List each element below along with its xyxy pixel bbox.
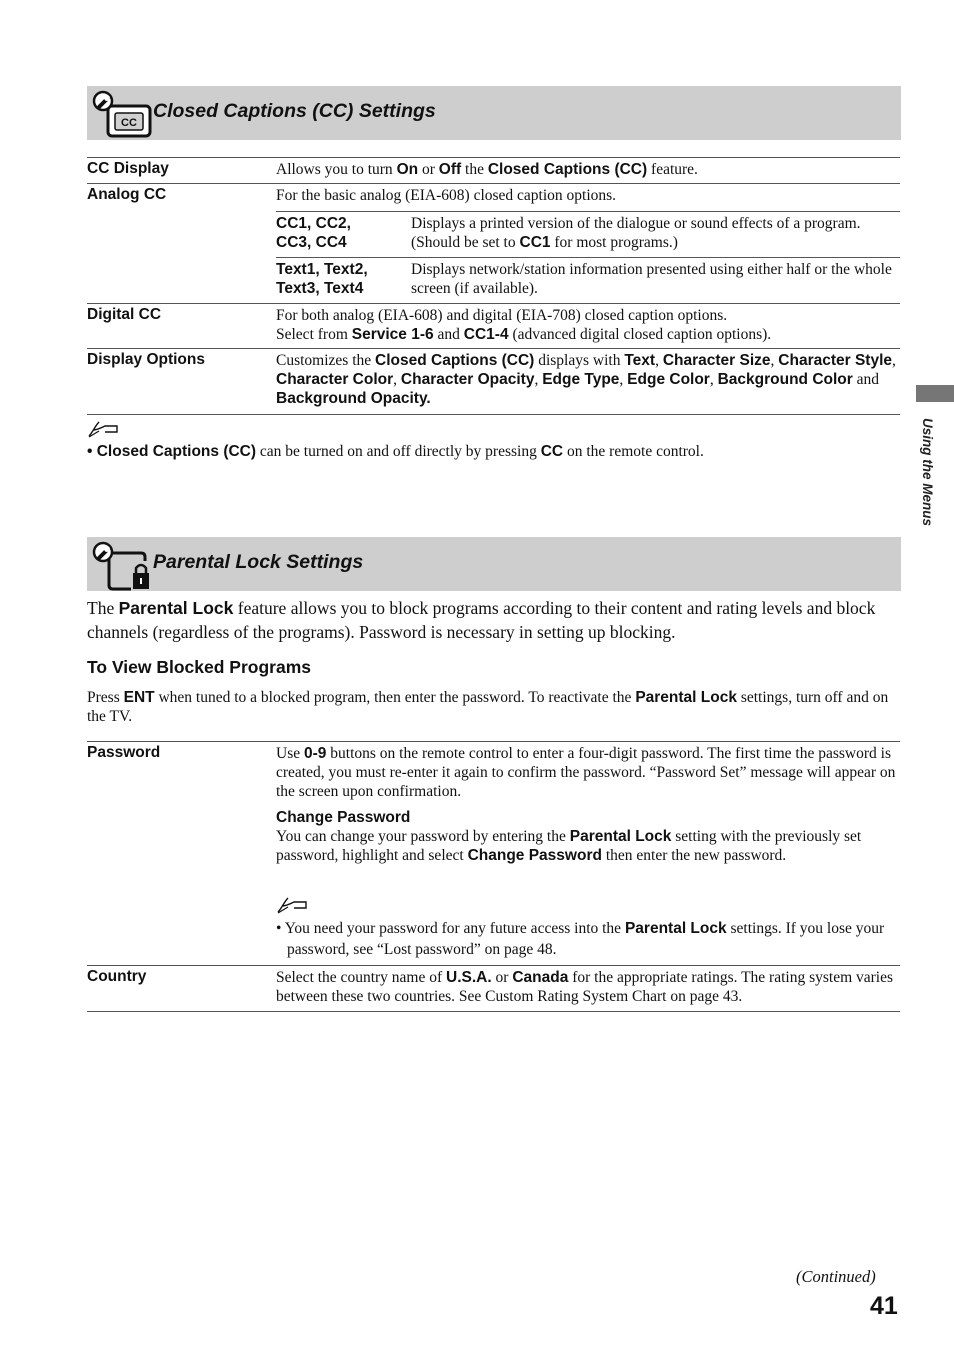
password-note-pencil-icon xyxy=(276,894,308,916)
view-blocked-heading: To View Blocked Programs xyxy=(87,657,312,677)
analog-cc-option-text xyxy=(276,257,900,304)
cc-settings-header xyxy=(87,86,901,140)
cc-display-row xyxy=(87,157,900,184)
country-label: Country xyxy=(87,968,147,985)
country-row xyxy=(87,965,900,1012)
cc-remote-note: • Closed Captions (CC) can be turned on and off directly by pressing CC on the remote control. xyxy=(87,443,704,460)
password-description: Use 0-9 buttons on the remote control to enter a four-digit password. The first time the password is created, you must re-enter it again to confirm the password. “Password Set” message will appear on the screen upon confirmation. xyxy=(276,745,896,800)
analog-cc-row xyxy=(87,183,900,304)
analog-cc-option-cc-keys: CC1, CC2, CC3, CC4 xyxy=(276,215,351,251)
cc-display-label: CC Display xyxy=(87,160,169,177)
password-label: Password xyxy=(87,744,161,761)
change-password-heading: Change Password xyxy=(276,809,411,826)
analog-cc-option-cc-description: Displays a printed version of the dialogue or sound effects of a program. (Should be set to CC1 for most programs.) xyxy=(411,215,861,251)
display-options-label: Display Options xyxy=(87,351,205,368)
parental-lock-intro: The Parental Lock feature allows you to block programs according to their content and rating levels and block channels (regardless of the programs). Password is necessary in setting up blocking. xyxy=(87,598,876,642)
analog-cc-option-text-keys: Text1, Text2, Text3, Text4 xyxy=(276,261,368,297)
analog-cc-description: For the basic analog (EIA-608) closed caption options. xyxy=(276,187,617,204)
display-options-row xyxy=(87,348,900,415)
display-options-description: Customizes the Closed Captions (CC) displays with Text, Character Size, Character Style, Character Color, Character Opacity, Edge Type, Edge Color, Background Color and Background Opacity. xyxy=(276,352,896,407)
continued-label: (Continued) xyxy=(796,1267,876,1286)
sidebar-section-label: Using the Menus xyxy=(920,418,935,527)
analog-cc-label: Analog CC xyxy=(87,186,167,203)
country-description: Select the country name of U.S.A. or Canada for the appropriate ratings. The rating system varies between these two countries. See Custom Rating System Chart on page 43. xyxy=(276,969,894,1005)
cc-badge-label: CC xyxy=(121,117,137,129)
cc-settings-icon xyxy=(91,90,153,140)
parental-lock-title: Parental Lock Settings xyxy=(153,551,364,573)
analog-cc-option-cc xyxy=(276,211,900,257)
analog-cc-option-text-description: Displays network/station information presented using either half or the whole screen (if available). xyxy=(411,261,892,297)
password-lost-note: • You need your password for any future access into the Parental Lock settings. If you lose your password, see “Lost password” on page 48. xyxy=(276,920,885,958)
note-pencil-icon xyxy=(87,418,119,440)
view-blocked-description: Press ENT when tuned to a blocked program, then enter the password. To reactivate the Parental Lock settings, turn off and on the TV. xyxy=(87,689,889,725)
parental-lock-icon xyxy=(91,541,153,593)
digital-cc-row xyxy=(87,303,900,349)
digital-cc-description: For both analog (EIA-608) and digital (EIA-708) closed caption options. Select from Service 1-6 and CC1-4 (advanced digital closed caption options). xyxy=(276,307,772,343)
password-row xyxy=(87,741,900,966)
parental-lock-header xyxy=(87,537,901,591)
change-password-block: Change Password You can change your password by entering the Parental Lock setting with the previously set password, highlight and select Change Password then enter the new password. xyxy=(276,809,862,864)
cc-display-description: Allows you to turn On or Off the Closed Captions (CC) feature. xyxy=(276,161,698,178)
page-number: 41 xyxy=(870,1292,898,1320)
digital-cc-label: Digital CC xyxy=(87,306,162,323)
cc-settings-title: Closed Captions (CC) Settings xyxy=(153,100,436,122)
sidebar-tab-marker xyxy=(916,385,954,402)
